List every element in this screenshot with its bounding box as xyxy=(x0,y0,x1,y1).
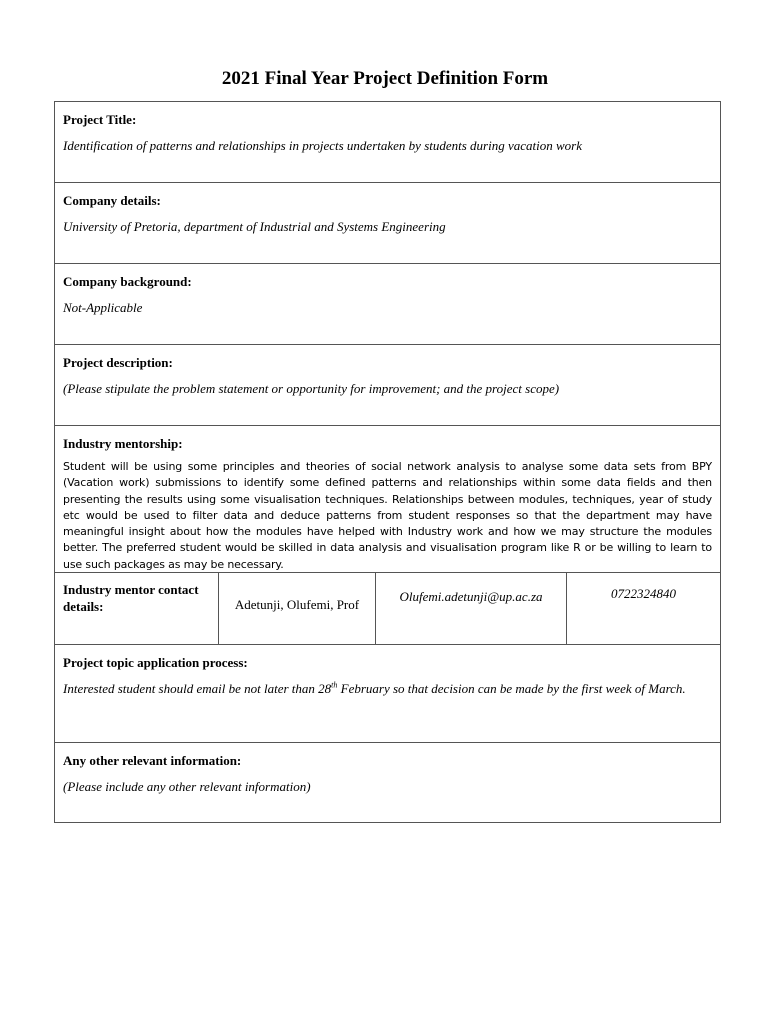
mentor-phone-cell xyxy=(567,573,720,644)
project-description-label: Project description: xyxy=(63,355,173,370)
company-details-value: University of Pretoria, department of Industrial and Systems Engineering xyxy=(63,219,446,234)
project-title-value: Identification of patterns and relationships in projects undertaken by students during vacation work xyxy=(63,138,582,153)
company-background-value: Not-Applicable xyxy=(63,300,143,315)
application-process-label: Project topic application process: xyxy=(63,655,248,670)
other-info-label: Any other relevant information: xyxy=(63,753,242,768)
project-definition-form xyxy=(54,101,721,823)
mentor-phone: 0722324840 xyxy=(611,586,676,601)
mentor-name: Adetunji, Olufemi, Prof xyxy=(234,597,360,612)
mentor-email: Olufemi.adetunji@up.ac.za xyxy=(399,589,543,604)
mentor-contact-label-cell xyxy=(55,573,219,644)
application-text-start: Interested student should email be not later than 28 xyxy=(63,681,332,696)
page-title: 2021 Final Year Project Definition Form xyxy=(221,68,549,89)
application-text-superscript: th xyxy=(331,680,338,690)
mentor-contact-row xyxy=(54,572,721,644)
company-background-section xyxy=(54,263,721,344)
other-info-value: (Please include any other relevant information) xyxy=(63,779,311,794)
project-description-value: (Please stipulate the problem statement or opportunity for improvement; and the project scope) xyxy=(63,381,560,396)
mentor-name-cell xyxy=(219,573,376,644)
project-description-section xyxy=(54,344,721,425)
project-title-section xyxy=(54,101,721,182)
application-process-value xyxy=(63,680,712,697)
industry-mentorship-section xyxy=(54,425,721,572)
industry-mentorship-value: Student will be using some principles and theories of social network analysis to analyse some data sets from BPY (Vacation work) submissions to identify some defined patterns and relationships within some data fields and then presenting the results using some visualisation techniques. Relationships between modules, techniques, year of study etc would be used to filter data and deduce patterns from student responses so that the department may have meaningful insight about how the modules have helped with Industry work and how we may structure the modules better. The preferred student would be skilled in data analysis and visualisation program like R or be willing to learn to use such packages as may be necessary. xyxy=(63,460,712,571)
project-title-label: Project Title: xyxy=(63,112,137,127)
company-background-label: Company background: xyxy=(63,274,192,289)
application-text-end: February so that decision can be made by the first week of March. xyxy=(337,681,686,696)
mentor-email-cell xyxy=(376,573,567,644)
other-info-section xyxy=(54,742,721,823)
industry-mentorship-label: Industry mentorship: xyxy=(63,436,183,451)
application-process-section xyxy=(54,644,721,742)
company-details-label: Company details: xyxy=(63,193,161,208)
company-details-section xyxy=(54,182,721,263)
mentor-contact-label: Industry mentor contact details: xyxy=(63,582,199,614)
